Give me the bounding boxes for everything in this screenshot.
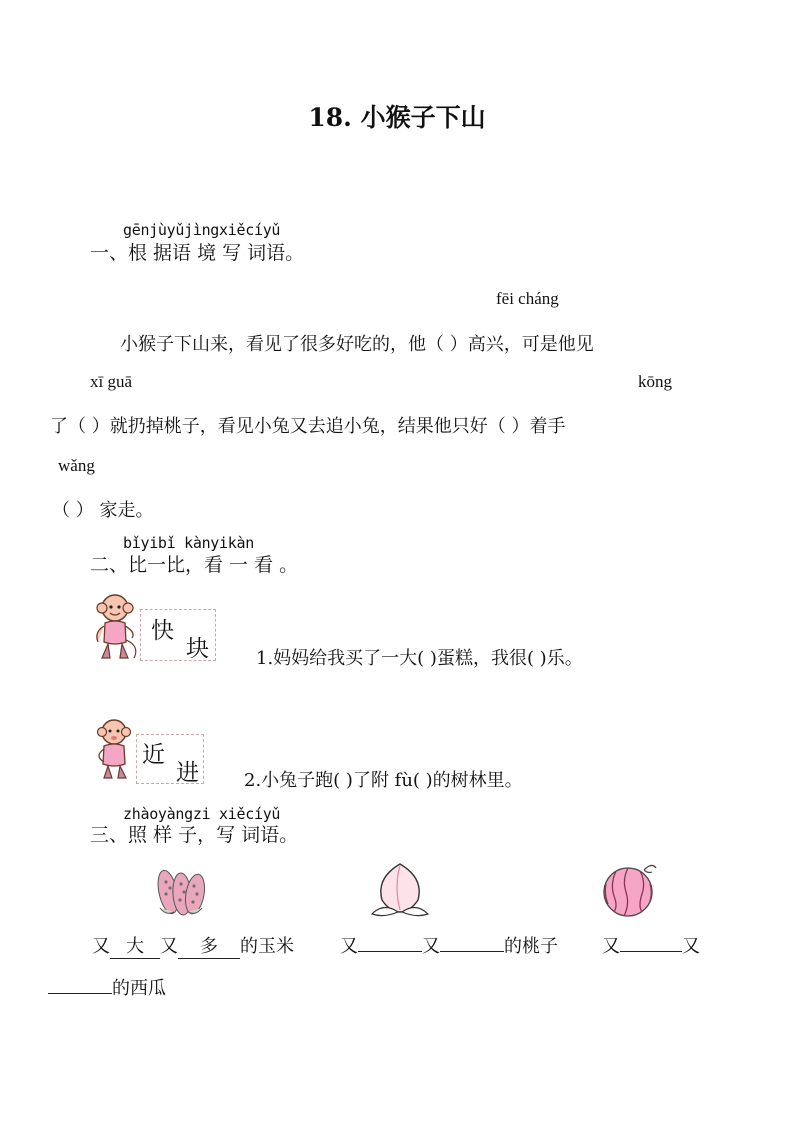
peach-icon [364, 858, 436, 920]
section2-heading: 二、比一比，看 一 看 。 [90, 554, 299, 576]
tile-char-jin: 近 [142, 742, 165, 768]
page-title: 18. 小猴子下山 [308, 103, 486, 132]
pinyin-feichang: fēi cháng [496, 289, 559, 308]
word-you: 又 [160, 936, 178, 957]
sentence-line-1: 小猴子下山来，看见了很多好吃的，他（ ）高兴，可是他见 [120, 334, 594, 355]
example-blank-1[interactable]: 大 [110, 932, 160, 959]
sentence-line-2: 了（ ）就扔掉桃子，看见小兔又去追小兔，结果他只好（ ）着手 [50, 416, 566, 437]
sentence-line-3: （ ） 家走。 [52, 500, 154, 521]
tile-char-kuai-block: 块 [186, 636, 209, 662]
monkey-icon [90, 716, 140, 782]
corn-icon [152, 862, 210, 918]
phrase-fill-line [92, 932, 700, 959]
monkey-icon [88, 592, 144, 664]
pinyin-kong: kōng [638, 372, 672, 391]
peach-suffix: 的桃子 [504, 936, 558, 957]
peach-blank-1[interactable] [358, 951, 422, 952]
melon-suffix: 的西瓜 [112, 978, 166, 999]
section3-pinyin: zhàoyàngzi xiěcíyǔ [123, 805, 281, 823]
corn-suffix: 的玉米 [240, 936, 294, 957]
word-you: 又 [602, 936, 620, 957]
word-you: 又 [92, 936, 110, 957]
melon-blank-2[interactable] [48, 993, 112, 994]
phrase-fill-line-2 [48, 974, 166, 1000]
section1-pinyin: gēnjùyǔjìngxiěcíyǔ [123, 221, 281, 239]
word-you: 又 [682, 936, 700, 957]
tile-char-kuai: 快 [151, 618, 174, 644]
watermelon-icon [600, 860, 660, 920]
section2-pinyin: bǐyibǐ kànyikàn [123, 534, 254, 552]
section3-heading: 三、照 样 子，写 词语。 [90, 824, 299, 846]
exercise-sentence-2: 2.小兔子跑( )了附 fù( )的树林里。 [244, 770, 523, 791]
pinyin-wang: wǎng [58, 456, 95, 475]
example-blank-2[interactable]: 多 [178, 932, 240, 959]
pinyin-xigua: xī guā [90, 372, 133, 391]
word-you: 又 [340, 936, 358, 957]
peach-blank-2[interactable] [440, 951, 504, 952]
word-you: 又 [422, 936, 440, 957]
section1-heading: 一、根 据语 境 写 词语。 [90, 242, 305, 264]
tile-char-jin-enter: 进 [176, 760, 199, 786]
melon-blank-1[interactable] [620, 951, 682, 952]
exercise-sentence-1: 1.妈妈给我买了一大( )蛋糕，我很( )乐。 [256, 648, 583, 669]
